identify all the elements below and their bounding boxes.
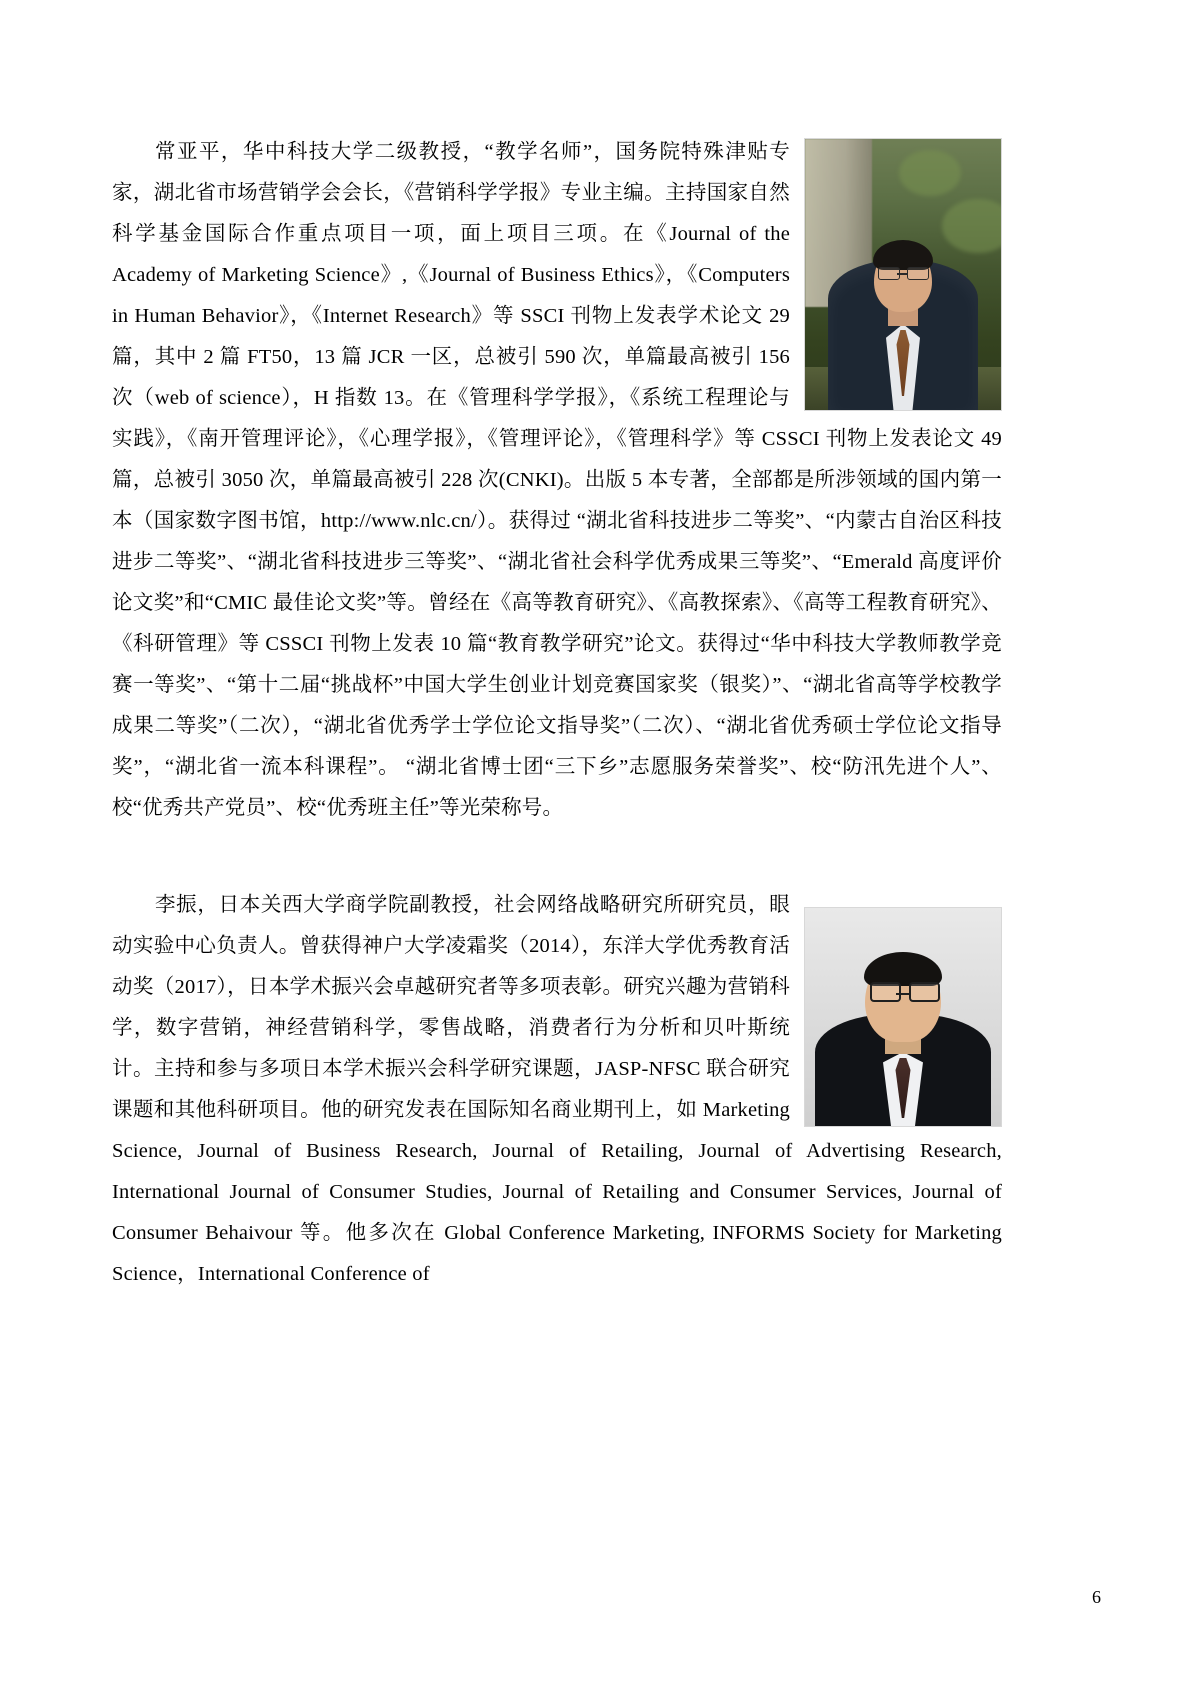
paragraph-spacer — [112, 829, 1002, 885]
portrait-chang-yaping — [804, 138, 1002, 411]
eyeglasses-right-lens — [907, 267, 929, 280]
eyeglasses-right-lens — [909, 982, 940, 1002]
page-content — [112, 132, 1002, 1295]
eyeglasses-bridge — [896, 993, 909, 995]
foliage-blob — [942, 199, 1002, 253]
page-number: 6 — [1092, 1587, 1101, 1607]
bio-block-li-zhen — [112, 885, 1002, 1295]
foliage-blob — [899, 150, 961, 196]
bio-paragraph-chang-yaping: 常亚平，华中科技大学二级教授，“教学名师”，国务院特殊津贴专家，湖北省市场营销学会会长，《营销科学学报》专业主编。主持国家自然科学基金国际合作重点项目一项，面上项目三项。在《Journal of the Academy of Marketing Science》,《Journal of Business Ethics》，《Computers in Human Behavior》，《Internet Research》等 SSCI 刊物上发表学术论文 29 篇，其中 2 篇 FT50，13 篇 JCR 一区，总被引 590 次，单篇最高被引 156 次（web of science），H 指数 13。在《管理科学学报》，《系统工程理论与实践》，《南开管理评论》，《心理学报》，《管理评论》，《管理科学》等 CSSCI 刊物上发表论文 49 篇，总被引 3050 次，单篇最高被引 228 次(CNKI)。出版 5 本专著，全部都是所涉领域的国内第一本（国家数字图书馆，http://www.nlc.cn/）。获得过 “湖北省科技进步二等奖”、“内蒙古自治区科技进步二等奖”、“湖北省科技进步三等奖”、“湖北省社会科学优秀成果三等奖”、“Emerald 高度评价论文奖”和“CMIC 最佳论文奖”等。曾经在《高等教育研究》、《高教探索》、《高等工程教育研究》、《科研管理》等 CSSCI 刊物上发表 10 篇“教育教学研究”论文。获得过“华中科技大学教师教学竞赛一等奖”、“第十二届“挑战杯”中国大学生创业计划竞赛国家奖（银奖）”、“湖北省高等学校教学成果二等奖”（二次），“湖北省优秀学士学位论文指导奖”（二次）、“湖北省优秀硕士学位论文指导奖”，“湖北省一流本科课程”。 “湖北省博士团“三下乡”志愿服务荣誉奖”、校“防汛先进个人”、校“优秀共产党员”、校“优秀班主任”等光荣称号。 — [112, 141, 1002, 819]
bio-paragraph-li-zhen: 李振，日本关西大学商学院副教授，社会网络战略研究所研究员，眼动实验中心负责人。曾获得神户大学凌霜奖（2014），东洋大学优秀教育活动奖（2017），日本学术振兴会卓越研究者等多项表彰。研究兴趣为营销科学，数字营销，神经营销科学，零售战略，消费者行为分析和贝叶斯统计。主持和参与多项日本学术振兴会科学研究课题，JASP-NFSC 联合研究课题和其他科研项目。他的研究发表在国际知名商业期刊上，如 Marketing Science, Journal of Business Research, Journal of Retailing, Journal of Advertising Research, International Journal of Consumer Studies, Journal of Retailing and Consumer Services, Journal of Consumer Behaivour 等。他多次在 Global Conference Marketing, INFORMS Society for Marketing Science，International Conference of — [112, 894, 1002, 1285]
portrait-li-zhen — [804, 907, 1002, 1127]
bio-block-chang-yaping — [112, 132, 1002, 829]
hair — [864, 952, 942, 986]
eyeglasses-bridge — [897, 273, 908, 275]
hair — [873, 240, 933, 270]
eyeglasses-left-lens — [870, 982, 901, 1002]
